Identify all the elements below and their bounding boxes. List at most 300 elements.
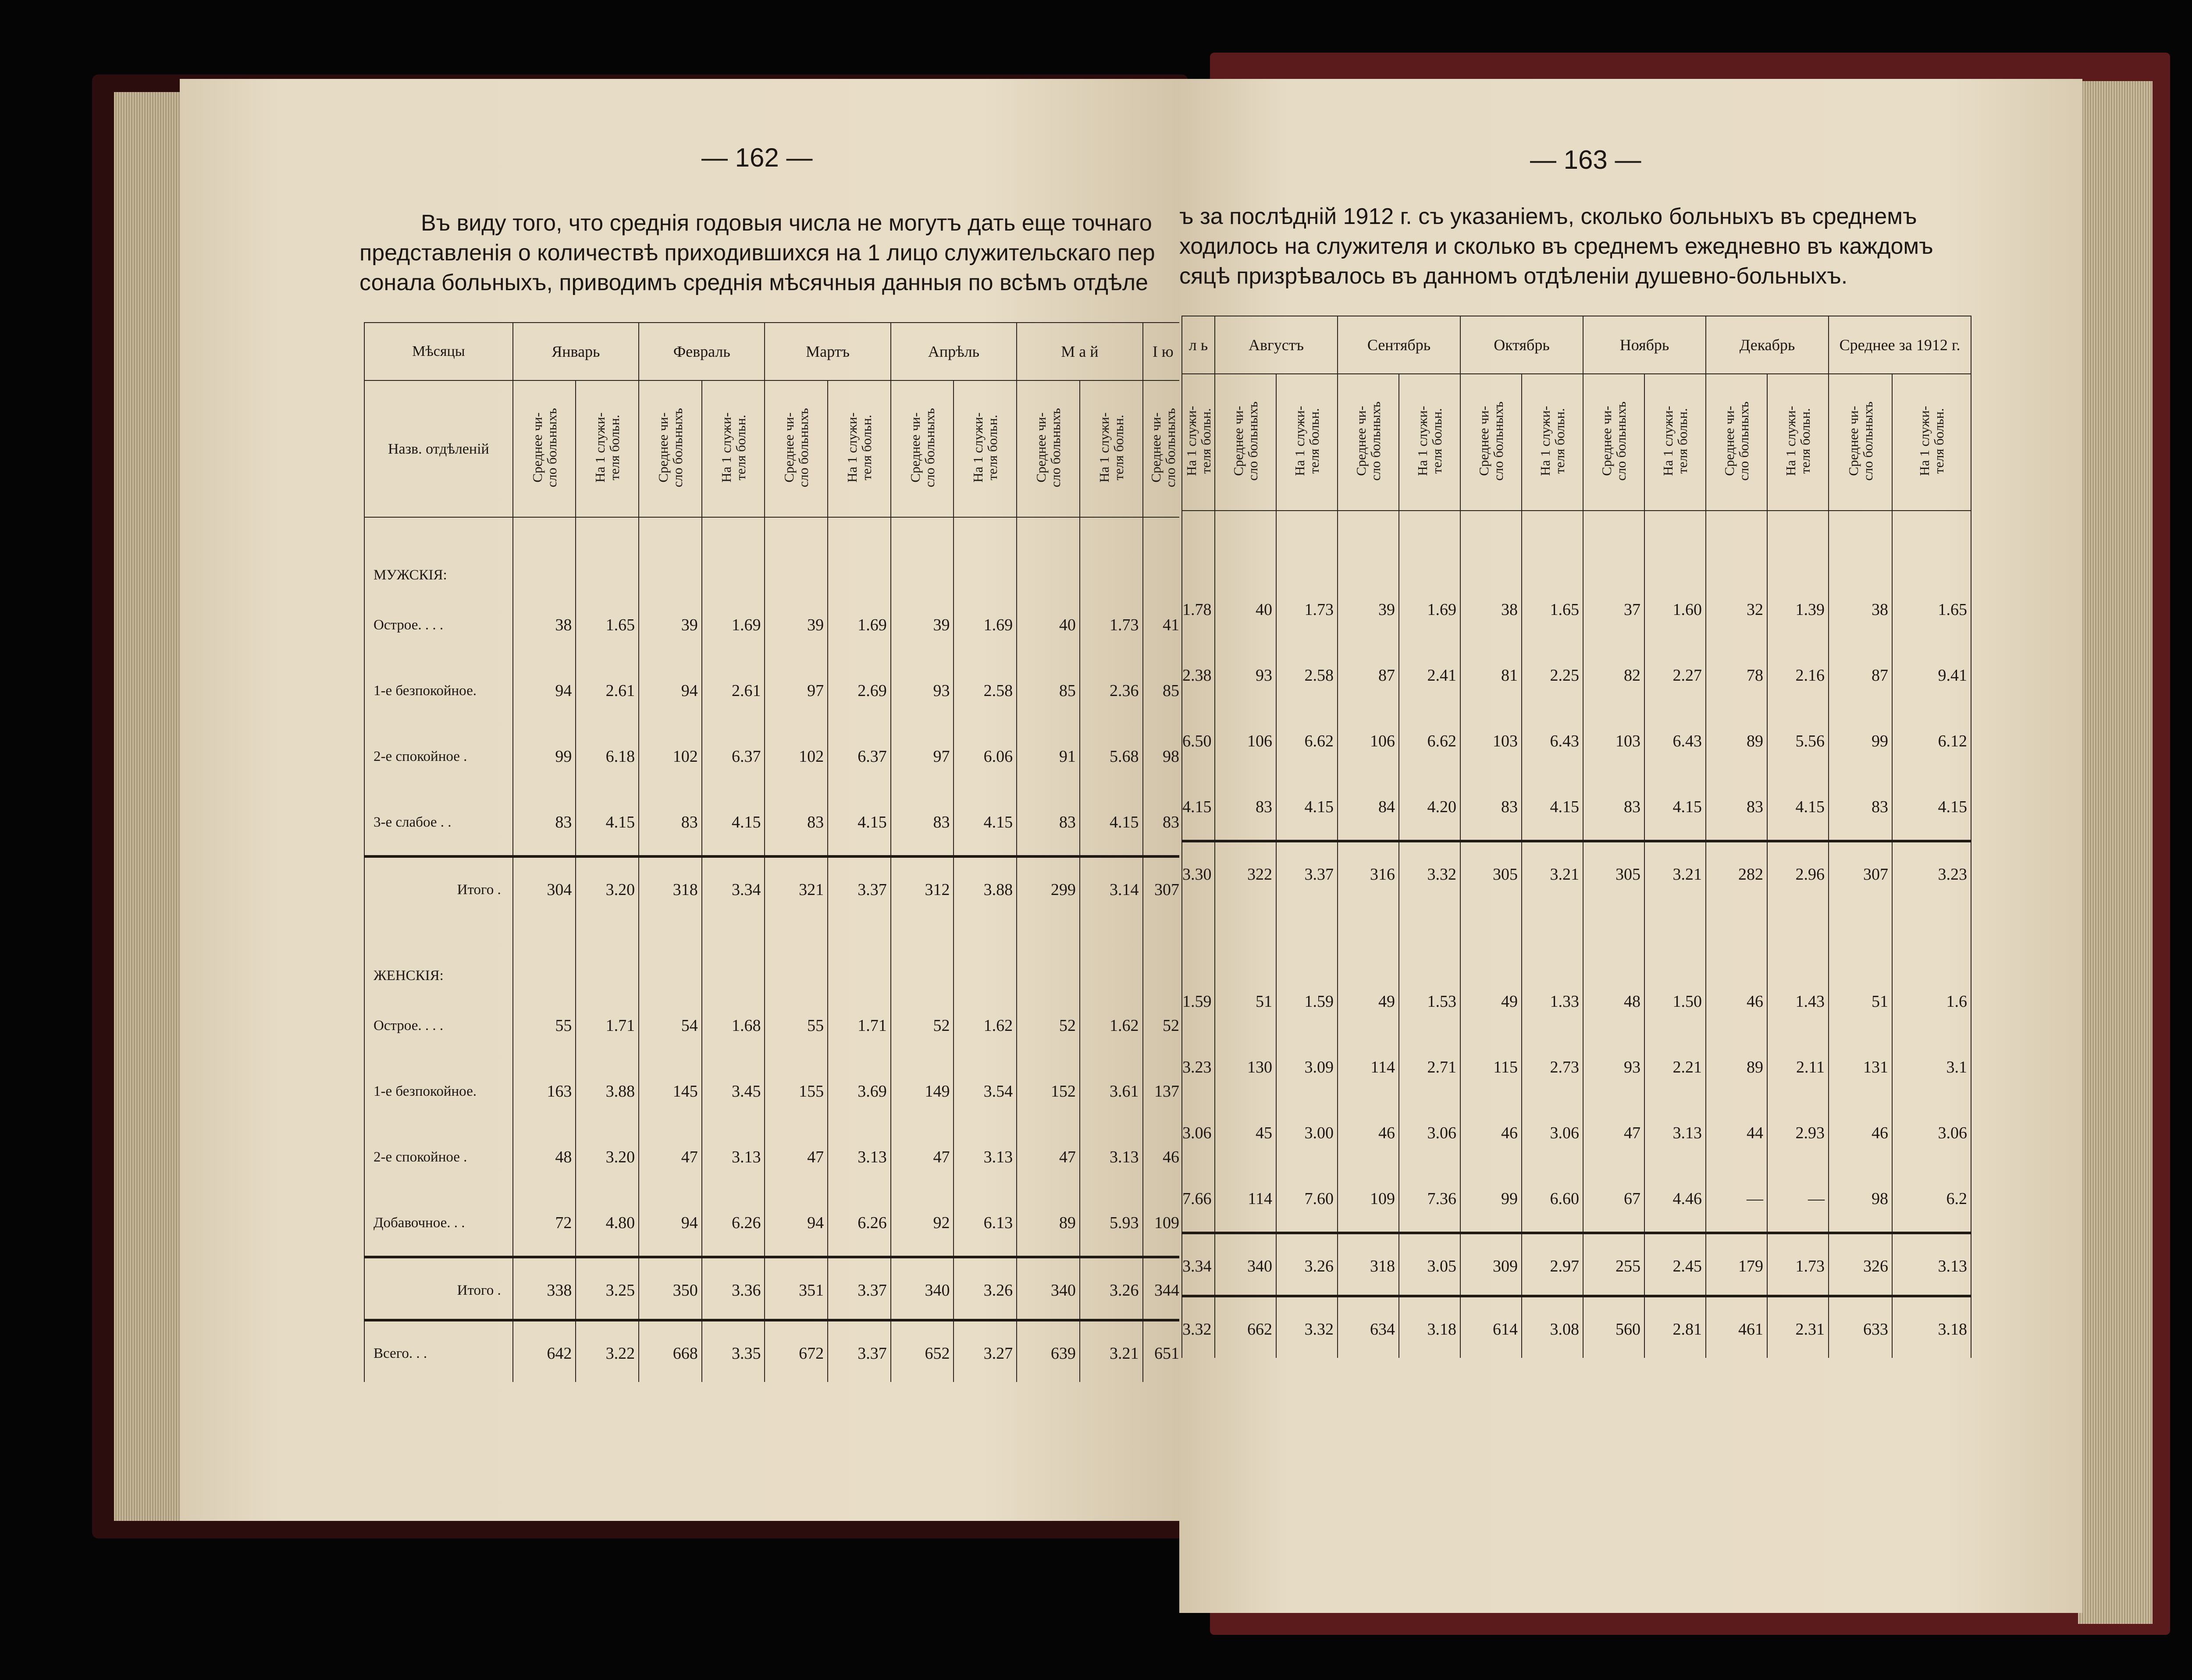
table-spacer <box>891 918 954 993</box>
table-cell: 94 <box>639 1190 702 1257</box>
table-cell: 98 <box>1829 1166 1892 1233</box>
header-avg-patients: Среднее чи- сло больныхъ <box>1353 401 1383 481</box>
table-spacer <box>513 517 576 592</box>
intro-line-2: представленія о количествѣ приходившихся на 1 лицо служительскаго пер <box>359 240 1155 266</box>
table-spacer <box>1182 511 1215 577</box>
table-spacer <box>1399 511 1460 577</box>
intro-line-3: сяцѣ призрѣвалось въ данномъ отдѣленіи душевно-больныхъ. <box>1179 263 1848 289</box>
table-cell: 6.18 <box>576 724 639 789</box>
table-cell: 1.71 <box>576 993 639 1058</box>
table-spacer <box>1143 1320 1183 1325</box>
table-cell: 6.37 <box>828 724 891 789</box>
header-month: Августъ <box>1215 316 1338 374</box>
total-cell: 3.26 <box>1080 1262 1143 1320</box>
table-spacer <box>1706 511 1767 577</box>
header-avg-patients: Среднее чи- сло больныхъ <box>1722 401 1752 481</box>
table-cell: 1.6 <box>1892 969 1971 1034</box>
table-cell: 2.11 <box>1767 1034 1829 1100</box>
total-cell: 3.25 <box>576 1262 639 1320</box>
table-cell: 38 <box>1829 577 1892 643</box>
table-spacer <box>891 517 954 592</box>
total-cell: 3.14 <box>1080 861 1143 918</box>
table-cell: 1.33 <box>1522 969 1583 1034</box>
table-cell: 93 <box>1583 1034 1644 1100</box>
intro-line-1: Въ виду того, что среднія годовыя числа не могутъ дать еще точнаго <box>421 210 1152 236</box>
table-cell: 2.58 <box>1276 643 1338 708</box>
table-spacer <box>1767 1296 1829 1301</box>
table-cell: 4.15 <box>1892 774 1971 841</box>
table-cell: 137 <box>1143 1058 1183 1124</box>
table-cell: 89 <box>1017 1190 1080 1257</box>
table-cell: 83 <box>891 789 954 856</box>
total-cell: 338 <box>513 1262 576 1320</box>
department-label: 1-е безпокойное. <box>364 1058 513 1124</box>
table-cell: 109 <box>1338 1166 1399 1233</box>
grand-total-cell: 3.35 <box>702 1325 765 1382</box>
table-spacer <box>1522 511 1583 577</box>
header-month: л ь <box>1182 316 1215 374</box>
header-per-attendant: На 1 служи- теля больн. <box>718 412 748 483</box>
table-cell: 1.69 <box>702 592 765 658</box>
table-cell: 99 <box>1460 1166 1522 1233</box>
table-cell: 83 <box>639 789 702 856</box>
table-spacer <box>1399 1233 1460 1238</box>
table-spacer <box>1080 517 1143 592</box>
total-cell: 2.97 <box>1522 1238 1583 1296</box>
table-cell: 41 <box>1143 592 1183 658</box>
table-cell: 4.15 <box>1644 774 1706 841</box>
table-cell: — <box>1767 1166 1829 1233</box>
total-cell: 3.21 <box>1644 846 1706 903</box>
header-month: Февраль <box>639 323 765 380</box>
header-avg-patients: Среднее чи- сло больныхъ <box>1599 401 1629 481</box>
table-spacer <box>1017 918 1080 993</box>
table-cell: 5.68 <box>1080 724 1143 789</box>
table-cell: 1.50 <box>1644 969 1706 1034</box>
table-cell: 102 <box>765 724 828 789</box>
table-cell: 155 <box>765 1058 828 1124</box>
table-spacer <box>1892 511 1971 577</box>
header-month: Октябрь <box>1460 316 1583 374</box>
table-cell: 4.15 <box>954 789 1017 856</box>
table-cell: 114 <box>1215 1166 1276 1233</box>
table-cell: 1.78 <box>1182 577 1215 643</box>
table-cell: 4.15 <box>1767 774 1829 841</box>
table-spacer <box>1706 1233 1767 1238</box>
table-cell: 163 <box>513 1058 576 1124</box>
table-cell: 4.46 <box>1644 1166 1706 1233</box>
table-cell: 4.20 <box>1399 774 1460 841</box>
table-spacer <box>1892 903 1971 969</box>
table-cell: 40 <box>1017 592 1080 658</box>
table-cell: 93 <box>891 658 954 724</box>
total-cell: 3.37 <box>1276 846 1338 903</box>
total-cell: 351 <box>765 1262 828 1320</box>
table-spacer <box>1583 903 1644 969</box>
table-cell: 2.69 <box>828 658 891 724</box>
total-cell: 340 <box>891 1262 954 1320</box>
table-cell: 94 <box>639 658 702 724</box>
header-annual-average: Среднее за 1912 г. <box>1829 316 1971 374</box>
table-spacer <box>1706 1296 1767 1301</box>
total-cell: 2.45 <box>1644 1238 1706 1296</box>
table-cell: 7.36 <box>1399 1166 1460 1233</box>
department-label: 3-е слабое . . <box>364 789 513 856</box>
table-spacer <box>954 517 1017 592</box>
table-cell: 94 <box>513 658 576 724</box>
total-cell: 3.30 <box>1182 846 1215 903</box>
table-spacer <box>1276 1233 1338 1238</box>
table-cell: 39 <box>1338 577 1399 643</box>
table-spacer <box>513 856 576 861</box>
table-spacer <box>1767 841 1829 846</box>
table-cell: 2.21 <box>1644 1034 1706 1100</box>
table-spacer <box>1215 511 1276 577</box>
table-cell: 4.15 <box>1276 774 1338 841</box>
table-spacer <box>1182 841 1215 846</box>
grand-total-cell: 651 <box>1143 1325 1183 1382</box>
table-cell: 6.26 <box>702 1190 765 1257</box>
header-avg-patients: Среднее чи- сло больныхъ <box>907 408 937 487</box>
total-cell: 3.05 <box>1399 1238 1460 1296</box>
table-spacer <box>1706 903 1767 969</box>
total-cell: 3.13 <box>1892 1238 1971 1296</box>
table-cell: 4.15 <box>576 789 639 856</box>
total-cell: 305 <box>1583 846 1644 903</box>
table-cell: 1.68 <box>702 993 765 1058</box>
table-cell: 152 <box>1017 1058 1080 1124</box>
total-cell: 3.23 <box>1892 846 1971 903</box>
table-cell: 1.71 <box>828 993 891 1058</box>
table-cell: 5.56 <box>1767 708 1829 774</box>
total-cell: 3.21 <box>1522 846 1583 903</box>
table-cell: 3.13 <box>828 1124 891 1190</box>
table-spacer <box>1080 1257 1143 1262</box>
table-cell: 6.60 <box>1522 1166 1583 1233</box>
table-cell: 48 <box>513 1124 576 1190</box>
grand-total-cell: 3.18 <box>1892 1301 1971 1358</box>
total-cell: 340 <box>1215 1238 1276 1296</box>
total-cell: 305 <box>1460 846 1522 903</box>
header-month: І ю <box>1143 323 1183 380</box>
grand-total-cell: 3.22 <box>576 1325 639 1382</box>
table-spacer <box>1182 903 1215 969</box>
table-spacer <box>364 856 513 861</box>
table-cell: 83 <box>765 789 828 856</box>
table-spacer <box>828 1320 891 1325</box>
table-spacer <box>1829 1233 1892 1238</box>
table-cell: 44 <box>1706 1100 1767 1166</box>
total-cell: 179 <box>1706 1238 1767 1296</box>
table-cell: 4.15 <box>1522 774 1583 841</box>
grand-total-cell: 2.31 <box>1767 1301 1829 1358</box>
table-spacer <box>1017 1257 1080 1262</box>
table-spacer <box>639 517 702 592</box>
table-spacer <box>702 1257 765 1262</box>
table-spacer <box>828 856 891 861</box>
table-spacer <box>1338 1296 1399 1301</box>
table-spacer <box>1143 517 1183 592</box>
table-spacer <box>1767 511 1829 577</box>
header-per-attendant: На 1 служи- теля больн. <box>1917 406 1947 476</box>
table-cell: 6.43 <box>1644 708 1706 774</box>
table-cell: 1.65 <box>1892 577 1971 643</box>
total-cell: 322 <box>1215 846 1276 903</box>
grand-total-cell: 3.08 <box>1522 1301 1583 1358</box>
table-cell: 39 <box>765 592 828 658</box>
table-spacer <box>1215 1296 1276 1301</box>
table-cell: 51 <box>1829 969 1892 1034</box>
table-cell: 3.61 <box>1080 1058 1143 1124</box>
total-cell: 3.26 <box>954 1262 1017 1320</box>
right-statistics-table <box>1181 316 1971 1358</box>
table-spacer <box>702 517 765 592</box>
table-cell: 3.00 <box>1276 1100 1338 1166</box>
table-spacer <box>1017 856 1080 861</box>
table-cell: 3.54 <box>954 1058 1017 1124</box>
grand-total-cell: 614 <box>1460 1301 1522 1358</box>
department-label: 2-е спокойное . <box>364 1124 513 1190</box>
total-cell: 3.26 <box>1276 1238 1338 1296</box>
total-cell: 318 <box>639 861 702 918</box>
table-cell: 87 <box>1338 643 1399 708</box>
table-cell: 2.61 <box>702 658 765 724</box>
table-cell: 51 <box>1215 969 1276 1034</box>
table-spacer <box>1338 841 1399 846</box>
table-cell: 149 <box>891 1058 954 1124</box>
table-cell: 45 <box>1215 1100 1276 1166</box>
table-cell: 83 <box>1143 789 1183 856</box>
table-cell: 3.09 <box>1276 1034 1338 1100</box>
table-cell: 40 <box>1215 577 1276 643</box>
table-cell: 83 <box>1829 774 1892 841</box>
table-cell: 1.69 <box>1399 577 1460 643</box>
table-cell: 7.66 <box>1182 1166 1215 1233</box>
grand-total-cell: 2.81 <box>1644 1301 1706 1358</box>
total-cell: 326 <box>1829 1238 1892 1296</box>
table-spacer <box>1829 511 1892 577</box>
total-cell: 3.34 <box>702 861 765 918</box>
table-spacer <box>1460 903 1522 969</box>
table-cell: 3.13 <box>954 1124 1017 1190</box>
total-cell: 299 <box>1017 861 1080 918</box>
table-cell: 81 <box>1460 643 1522 708</box>
table-cell: 46 <box>1338 1100 1399 1166</box>
grand-total-cell: 3.37 <box>828 1325 891 1382</box>
table-spacer <box>828 1257 891 1262</box>
table-spacer <box>1080 1320 1143 1325</box>
grand-total-cell: 560 <box>1583 1301 1644 1358</box>
table-cell: 3.23 <box>1182 1034 1215 1100</box>
table-spacer <box>1767 903 1829 969</box>
table-spacer <box>1182 1296 1215 1301</box>
table-cell: 82 <box>1583 643 1644 708</box>
table-cell: 54 <box>639 993 702 1058</box>
total-cell: 340 <box>1017 1262 1080 1320</box>
table-spacer <box>1215 903 1276 969</box>
table-cell: 2.16 <box>1767 643 1829 708</box>
table-spacer <box>1399 841 1460 846</box>
table-cell: 78 <box>1706 643 1767 708</box>
table-cell: 46 <box>1460 1100 1522 1166</box>
total-cell: 3.32 <box>1399 846 1460 903</box>
table-cell: 83 <box>1017 789 1080 856</box>
grand-total-cell: 639 <box>1017 1325 1080 1382</box>
table-cell: — <box>1706 1166 1767 1233</box>
table-cell: 2.38 <box>1182 643 1215 708</box>
header-per-attendant: На 1 служи- теля больн. <box>844 412 874 483</box>
table-spacer <box>513 1257 576 1262</box>
table-spacer <box>1215 841 1276 846</box>
grand-total-cell: 3.21 <box>1080 1325 1143 1382</box>
table-spacer <box>1338 511 1399 577</box>
table-cell: 1.62 <box>954 993 1017 1058</box>
table-cell: 106 <box>1338 708 1399 774</box>
table-spacer <box>1276 511 1338 577</box>
table-spacer <box>765 1257 828 1262</box>
table-spacer <box>891 1320 954 1325</box>
table-cell: 3.1 <box>1892 1034 1971 1100</box>
table-cell: 6.50 <box>1182 708 1215 774</box>
table-spacer <box>765 856 828 861</box>
total-label: Итого . <box>364 1262 513 1320</box>
table-cell: 38 <box>513 592 576 658</box>
department-label: 1-е безпокойное. <box>364 658 513 724</box>
table-cell: 99 <box>1829 708 1892 774</box>
table-cell: 84 <box>1338 774 1399 841</box>
table-spacer <box>1829 1296 1892 1301</box>
table-spacer <box>639 918 702 993</box>
table-spacer <box>1460 1296 1522 1301</box>
table-cell: 145 <box>639 1058 702 1124</box>
table-cell: 3.20 <box>576 1124 639 1190</box>
grand-total-cell: 461 <box>1706 1301 1767 1358</box>
table-cell: 52 <box>891 993 954 1058</box>
table-spacer <box>1892 841 1971 846</box>
table-cell: 32 <box>1706 577 1767 643</box>
grand-total-cell: 634 <box>1338 1301 1399 1358</box>
table-spacer <box>1017 1320 1080 1325</box>
table-cell: 87 <box>1829 643 1892 708</box>
table-cell: 47 <box>891 1124 954 1190</box>
page-edges-left <box>114 92 189 1521</box>
table-cell: 39 <box>891 592 954 658</box>
table-spacer <box>891 856 954 861</box>
grand-total-cell: 3.18 <box>1399 1301 1460 1358</box>
header-months-label: Мѣсяцы <box>364 323 513 380</box>
table-spacer <box>1399 1296 1460 1301</box>
table-cell: 46 <box>1829 1100 1892 1166</box>
table-spacer <box>1017 517 1080 592</box>
department-label: Острое. . . . <box>364 592 513 658</box>
table-cell: 94 <box>765 1190 828 1257</box>
department-label: Острое. . . . <box>364 993 513 1058</box>
table-spacer <box>702 1320 765 1325</box>
grand-total-cell: 3.32 <box>1182 1301 1215 1358</box>
table-spacer <box>1583 1233 1644 1238</box>
table-cell: 37 <box>1583 577 1644 643</box>
total-cell: 350 <box>639 1262 702 1320</box>
table-cell: 6.06 <box>954 724 1017 789</box>
total-cell: 307 <box>1829 846 1892 903</box>
grand-total-cell: 668 <box>639 1325 702 1382</box>
table-cell: 89 <box>1706 708 1767 774</box>
total-cell: 307 <box>1143 861 1183 918</box>
header-avg-patients: Среднее чи- сло больныхъ <box>1033 408 1063 487</box>
table-cell: 85 <box>1143 658 1183 724</box>
table-cell: 102 <box>639 724 702 789</box>
table-cell: 6.62 <box>1276 708 1338 774</box>
total-cell: 3.20 <box>576 861 639 918</box>
table-cell: 114 <box>1338 1034 1399 1100</box>
grand-total-label: Всего. . . <box>364 1325 513 1382</box>
total-cell: 3.36 <box>702 1262 765 1320</box>
total-cell: 2.96 <box>1767 846 1829 903</box>
table-cell: 6.43 <box>1522 708 1583 774</box>
table-cell: 52 <box>1017 993 1080 1058</box>
table-cell: 47 <box>1583 1100 1644 1166</box>
table-cell: 83 <box>1460 774 1522 841</box>
header-per-attendant: На 1 служи- теля больн. <box>1292 406 1322 476</box>
table-spacer <box>1143 1257 1183 1262</box>
intro-line-2: ходилось на служителя и сколько въ среднемъ ежедневно въ каждомъ <box>1179 234 1933 259</box>
intro-line-1: ъ за послѣдній 1912 г. съ указаніемъ, сколько больныхъ въ среднемъ <box>1179 204 1917 229</box>
table-cell: 1.65 <box>1522 577 1583 643</box>
header-avg-patients: Среднее чи- сло больныхъ <box>655 408 685 487</box>
header-month: М а й <box>1017 323 1142 380</box>
header-month: Январь <box>513 323 639 380</box>
table-cell: 93 <box>1215 643 1276 708</box>
table-cell: 6.26 <box>828 1190 891 1257</box>
table-cell: 4.15 <box>1182 774 1215 841</box>
table-spacer <box>1583 1296 1644 1301</box>
header-department-label: Назв. отдѣленій <box>364 380 513 517</box>
table-spacer <box>702 918 765 993</box>
table-cell: 46 <box>1706 969 1767 1034</box>
header-avg-patients: Среднее чи- сло больныхъ <box>1148 408 1178 487</box>
table-cell: 55 <box>513 993 576 1058</box>
header-month: Ноябрь <box>1583 316 1706 374</box>
header-avg-patients: Среднее чи- сло больныхъ <box>1231 401 1260 481</box>
table-cell: 6.12 <box>1892 708 1971 774</box>
table-cell: 3.69 <box>828 1058 891 1124</box>
left-statistics-table <box>364 322 1184 1382</box>
grand-total-cell: 642 <box>513 1325 576 1382</box>
table-spacer <box>1522 1233 1583 1238</box>
header-avg-patients: Среднее чи- сло больныхъ <box>781 408 811 487</box>
table-cell: 2.36 <box>1080 658 1143 724</box>
table-cell: 2.93 <box>1767 1100 1829 1166</box>
header-per-attendant: На 1 служи- теля больн. <box>592 412 623 483</box>
grand-total-cell: 672 <box>765 1325 828 1382</box>
header-avg-patients: Среднее чи- сло больныхъ <box>1476 401 1506 481</box>
department-label: Добавочное. . . <box>364 1190 513 1257</box>
total-cell: 304 <box>513 861 576 918</box>
table-cell: 67 <box>1583 1166 1644 1233</box>
table-cell: 39 <box>639 592 702 658</box>
header-per-attendant: На 1 служи- теля больн. <box>1660 406 1690 476</box>
table-cell: 103 <box>1460 708 1522 774</box>
header-avg-patients: Среднее чи- сло больныхъ <box>1845 401 1875 481</box>
table-cell: 1.69 <box>954 592 1017 658</box>
table-cell: 1.59 <box>1276 969 1338 1034</box>
table-spacer <box>1143 856 1183 861</box>
table-spacer <box>1338 1233 1399 1238</box>
header-per-attendant: На 1 служи- теля больн. <box>1096 412 1126 483</box>
total-label: Итого . <box>364 861 513 918</box>
total-cell: 3.88 <box>954 861 1017 918</box>
table-spacer <box>639 856 702 861</box>
